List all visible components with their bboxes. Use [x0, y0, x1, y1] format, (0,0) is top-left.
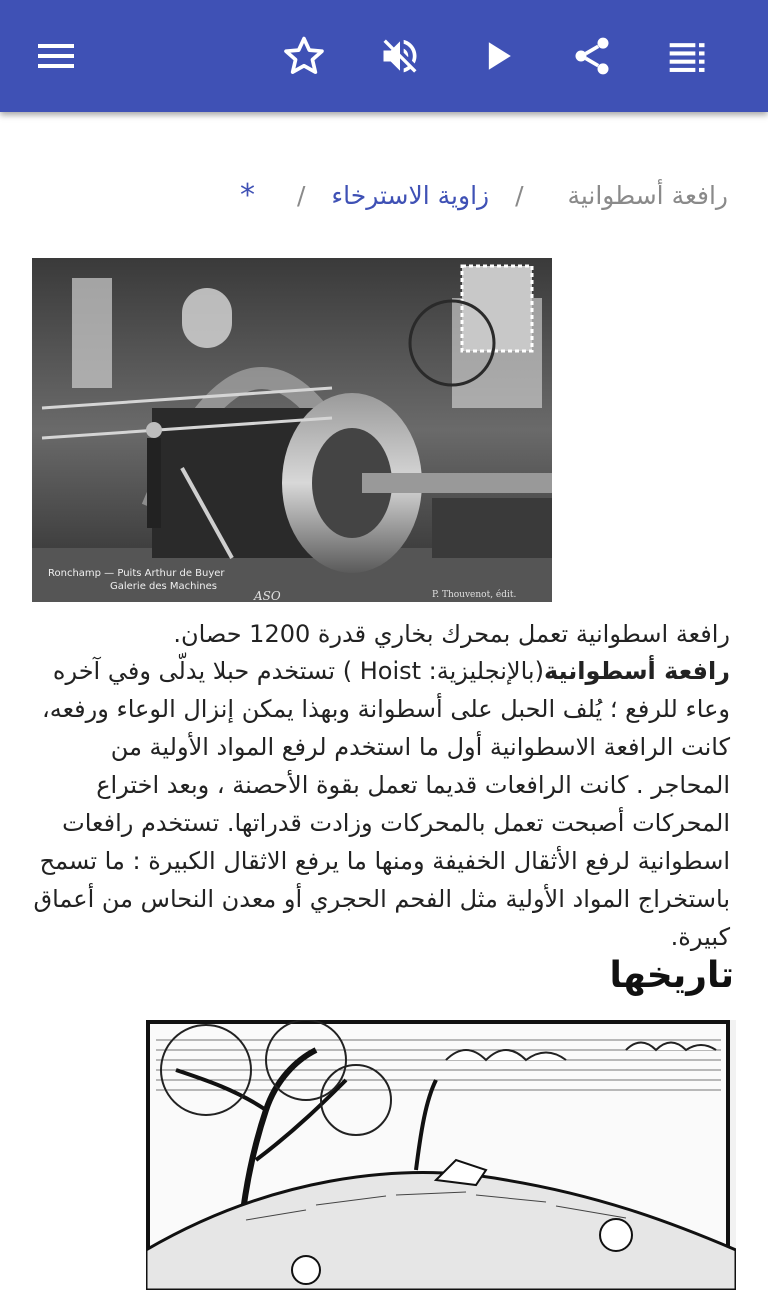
menu-icon [36, 40, 76, 72]
hoist-engine-photo[interactable] [32, 258, 552, 602]
playlist-icon [666, 34, 710, 78]
breadcrumb-parent-link[interactable]: زاوية الاسترخاء [331, 181, 490, 210]
breadcrumb-separator: / [515, 181, 524, 210]
photo-drawing [32, 258, 552, 602]
engraving-drawing [146, 1020, 736, 1290]
app-bar [0, 0, 768, 112]
article-paragraph-start: (بالإنجليزية: Hoist ) [335, 657, 544, 685]
article-paragraph [32, 652, 730, 956]
photo-caption: رافعة اسطوانية تعمل بمحرك بخاري قدرة 1200 حصان. [173, 620, 730, 648]
mute-icon [378, 34, 422, 78]
photo-caption-line1: Ronchamp — Puits Arthur de Buyer [48, 568, 225, 579]
section-title-history: تاريخها [609, 955, 734, 996]
photo-publisher: P. Thouvenot, édit. [432, 590, 517, 600]
play-icon [476, 34, 520, 78]
play-button[interactable] [468, 26, 528, 86]
playlist-button[interactable] [658, 26, 718, 86]
breadcrumb-separator: / [297, 181, 306, 210]
mute-button[interactable] [370, 26, 430, 86]
favorite-button[interactable] [274, 26, 334, 86]
history-engraving-image[interactable] [146, 1020, 736, 1290]
breadcrumb [40, 178, 728, 222]
photo-caption-line2: Galerie des Machines [110, 581, 217, 592]
photo-mark: ASO [254, 589, 281, 602]
article-paragraph-rest: تستخدم حبلا يدلّى وفي آخره وعاء للرفع ؛ يُلف الحبل على أسطوانة وبهذا يمكن إنزال الوعاء ورفعه، كانت الرافعة الاسطوانية أول ما استخدم لرفع المواد الأولية من المحاجر . كانت الرافعات قديما تعمل بقوة الأحصنة ، وبعد اختراع المحركات أصبحت تعمل بالمحركات وزادت قدراتها. تستخدم رافعات اسطوانية لرفع الأثقال الخفيفة ومنها ما يرفع الاثقال الكبيرة : ما تسمح باستخراج المواد الأولية مثل الفحم الحجري أو معدن النحاس من أعماق كبيرة. [33, 657, 730, 951]
breadcrumb-root-link[interactable]: * [240, 178, 256, 213]
article-term: رافعة أسطوانية [543, 657, 730, 685]
star-outline-icon [282, 34, 326, 78]
breadcrumb-current: رافعة أسطوانية [567, 181, 728, 210]
menu-button[interactable] [26, 26, 86, 86]
share-button[interactable] [562, 26, 622, 86]
share-icon [570, 34, 614, 78]
